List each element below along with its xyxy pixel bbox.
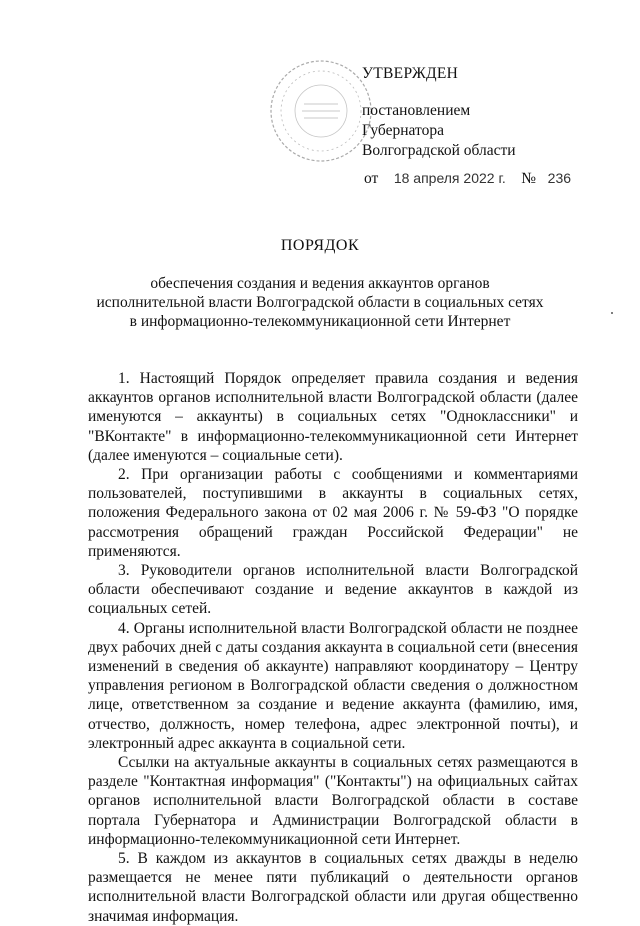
paragraph-1: 1. Настоящий Порядок определяет правила создания и ведения аккаунтов органов исполнительной власти Волгоградской области (далее именуются – аккаунты) в социальных сетях "Одноклассники" и "ВКонтакте" в информационно-телекоммуникационной сети Интернет (далее именуются – социальные сети).	[88, 370, 578, 464]
date-value: 18 апреля 2022 г.	[393, 170, 506, 186]
document-title: ПОРЯДОК	[280, 237, 360, 254]
paragraph-5: 5. В каждом из аккаунтов в социальных сетях дважды в неделю размещается не менее пяти публикаций о деятельности органов исполнительной власти Волгоградской области или другая общественно значимая информация.	[88, 850, 578, 925]
paragraph-4: 4. Органы исполнительной власти Волгоградской области не позднее двух рабочих дней с даты создания аккаунта в социальной сети (внесения изменений в сведения об аккаунте) направляют координатору – Центру управления регионом в Волгоградской области сведения о должностном лице, ответственном за создание и ведение аккаунта (фамилию, имя, отчество, должность, номер телефона, адрес электронной почты), и электронный адрес аккаунта в социальной сети.	[88, 619, 578, 752]
subtitle-line-3: в информационно-телекоммуникационной сети Интернет	[129, 313, 511, 330]
approval-date-line	[364, 170, 571, 188]
subtitle-line-2: исполнительной власти Волгоградской области в социальных сетях	[96, 294, 544, 311]
approval-line-2: Губернатора	[362, 122, 444, 139]
subtitle-line-1: обеспечения создания и ведения аккаунтов органов	[150, 275, 490, 292]
approval-title: УТВЕРЖДЕН	[362, 65, 459, 82]
document-body	[88, 369, 578, 926]
approval-line-1: постановлением	[362, 102, 471, 119]
official-stamp	[266, 56, 376, 166]
approval-block	[362, 64, 516, 161]
number-value: 236	[547, 170, 572, 186]
document-subtitle	[60, 274, 580, 331]
paragraph-2: 2. При организации работы с сообщениями и комментариями пользователей, поступившими в аккаунты в социальных сетях, положения Федерального закона от 02 мая 2006 г. № 59-ФЗ "О порядке рассмотрения обращений граждан Российской Федерации" не применяются.	[88, 466, 578, 560]
number-sign: №	[521, 170, 537, 187]
paragraph-3: 3. Руководители органов исполнительной власти Волгоградской области обеспечивают создание и ведение аккаунтов в каждой из социальных сетей.	[88, 562, 578, 618]
date-prefix: от	[364, 170, 379, 187]
approval-line-3: Волгоградской области	[362, 142, 516, 159]
scan-speck	[611, 312, 613, 314]
paragraph-4-links: Ссылки на актуальные аккаунты в социальных сетях размещаются в разделе "Контактная информация" ("Контакты") на официальных сайтах органов исполнительной власти Волгоградской области в составе портала Губернатора и Администрации Волгоградской области в информационно-телекоммуникационной сети Интернет.	[88, 754, 578, 848]
